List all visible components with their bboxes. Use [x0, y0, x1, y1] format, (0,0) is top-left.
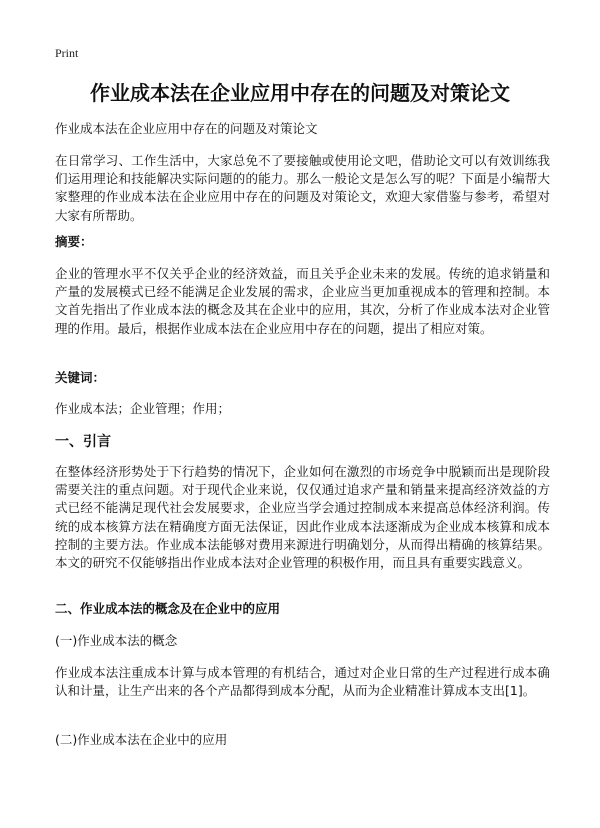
- section-2-title: 二、作业成本法的概念及在企业中的应用: [55, 601, 281, 616]
- keywords-heading: 关键词：: [55, 370, 106, 385]
- keywords-paragraph: 作业成本法；企业管理；作用；: [55, 401, 231, 416]
- intro-paragraph: 在日常学习、工作生活中，大家总免不了要接触或使用论文吧，借助论文可以有效训练我们运用理论和技能解决实际问题的的能力。那么一般论文是怎么写的呢？下面是小编帮大家整理的作业成本法在企业应用中存在的问题及对策论文，欢迎大家借鉴与参考，希望对大家有所帮助。: [55, 153, 550, 223]
- subsection-2-title: (二)作业成本法在企业中的应用: [55, 732, 228, 747]
- subsection-1-title: (一)作业成本法的概念: [55, 633, 178, 648]
- section-1-paragraph: 在整体经济形势处于下行趋势的情况下，企业如何在激烈的市场竞争中脱颖而出是现阶段需要关注的重点问题。对于现代企业来说，仅仅通过追求产量和销量来提高经济效益的方式已经不能满足现代社会发展要求，企业应当学会通过控制成本来提高总体经济利润。传统的成本核算方法在精确度方面无法保证，因此作业成本法逐渐成为企业成本核算和成本控制的主要方法。作业成本法能够对费用来源进行明确划分，从而得出精确的核算结果。本文的研究不仅能够指出作业成本法对企业管理的积极作用，而且具有重要实践意义。: [55, 464, 550, 571]
- section-1-title: 一、引言: [55, 434, 111, 450]
- subsection-1-paragraph: 作业成本法注重成本计算与成本管理的有机结合，通过对企业日常的生产过程进行成本确认和计量，让生产出来的各个产品都得到成本分配，从而为企业精准计算成本支出[1]。: [55, 665, 550, 699]
- print-link[interactable]: Print: [55, 46, 79, 60]
- document-subtitle: 作业成本法在企业应用中存在的问题及对策论文: [55, 121, 318, 136]
- document-title: 作业成本法在企业应用中存在的问题及对策论文: [90, 81, 510, 105]
- abstract-paragraph: 企业的管理水平不仅关乎企业的经济效益，而且关乎企业未来的发展。传统的追求销量和产量的发展模式已经不能满足企业发展的需求，企业应当更加重视成本的管理和控制。本文首先指出了作业成本法的概念及其在企业中的应用，其次，分析了作业成本法对企业管理的作用。最后，根据作业成本法在企业应用中存在的问题，提出了相应对策。: [55, 266, 550, 336]
- abstract-heading: 摘要：: [55, 234, 93, 249]
